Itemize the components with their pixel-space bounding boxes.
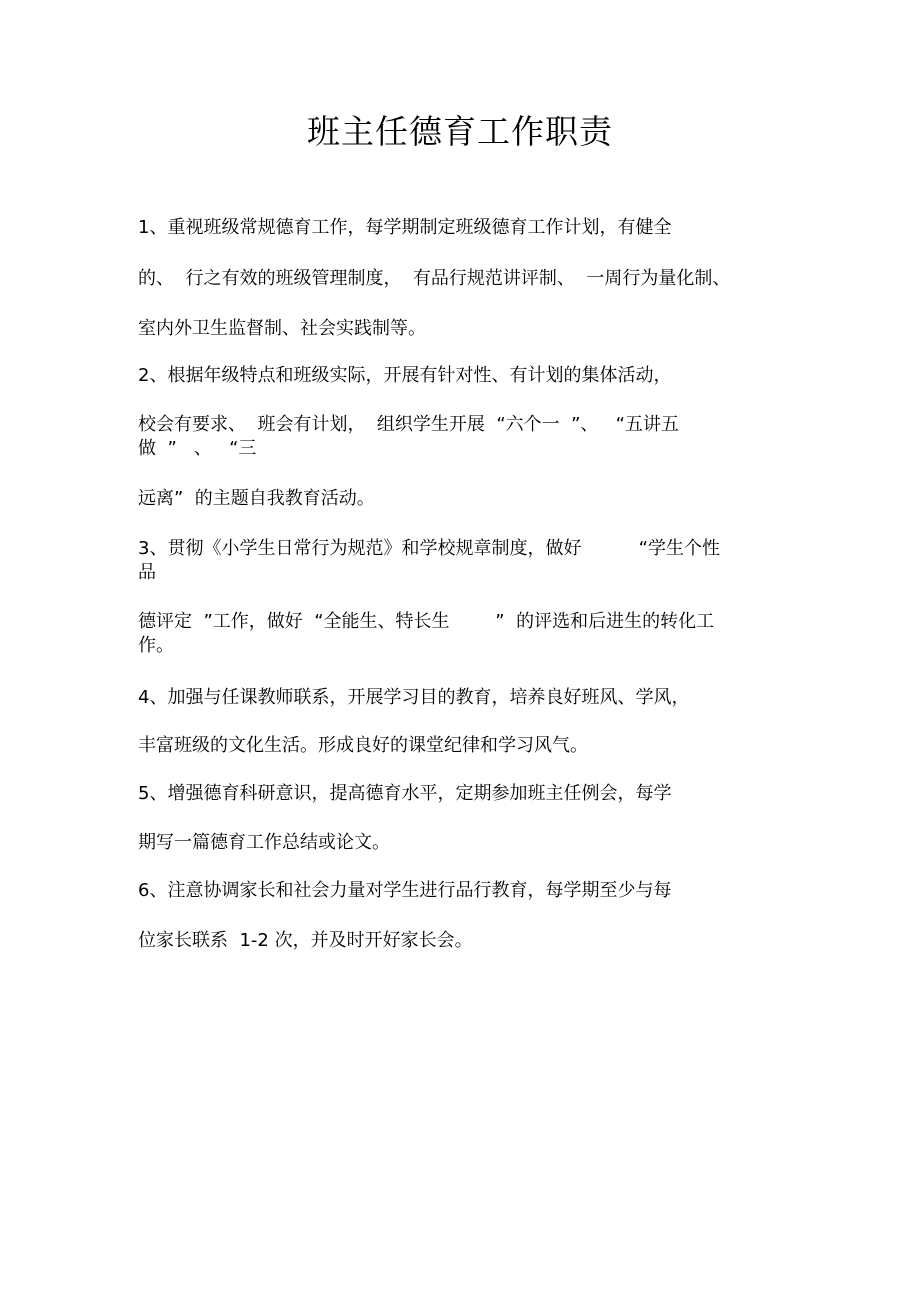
text-line-1: 1、重视班级常规德育工作，每学期制定班级德育工作计划，有健全 xyxy=(138,217,672,238)
text-line-11: 5、增强德育科研意识，提高德育水平，定期参加班主任例会，每学 xyxy=(138,783,672,804)
text-line-14: 位家长联系 1-2 次，并及时开好家长会。 xyxy=(138,930,473,951)
document-title: 班主任德育工作职责 xyxy=(307,112,613,151)
text-line-7: 3、贯彻《小学生日常行为规范》和学校规章制度，做好 “学生个性 品 xyxy=(138,538,720,583)
text-line-2: 的、 行之有效的班级管理制度， 有品行规范讲评制、 一周行为量化制、 xyxy=(138,268,731,289)
text-line-12: 期写一篇德育工作总结或论文。 xyxy=(138,832,390,853)
text-line-6: 远离” 的主题自我教育活动。 xyxy=(138,488,375,509)
text-line-10: 丰富班级的文化生活。形成良好的课堂纪律和学习风气。 xyxy=(138,735,588,756)
text-line-3: 室内外卫生监督制、社会实践制等。 xyxy=(138,318,426,339)
text-line-5: 校会有要求、 班会有计划， 组织学生开展 “六个一 ”、 “五讲五 做 ” 、 “三 xyxy=(138,414,679,459)
text-line-4: 2、根据年级特点和班级实际，开展有针对性、有计划的集体活动， xyxy=(138,365,672,386)
text-line-8: 德评定 ”工作，做好 “全能生、特长生 ” 的评选和后进生的转化工 作。 xyxy=(138,611,715,656)
text-line-9: 4、加强与任课教师联系，开展学习目的教育，培养良好班风、学风， xyxy=(138,687,690,708)
text-line-13: 6、注意协调家长和社会力量对学生进行品行教育，每学期至少与每 xyxy=(138,880,672,901)
